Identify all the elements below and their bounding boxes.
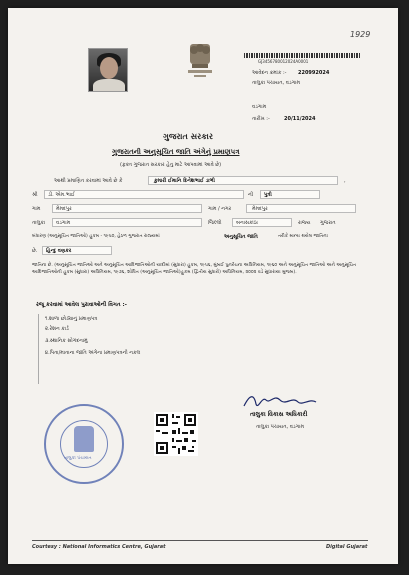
place: વડગામ	[252, 104, 267, 110]
government-title: ગુજરાત સરકાર	[163, 132, 213, 141]
footer-courtesy: Courtesy : National Informatics Centre, Gujarat	[32, 544, 166, 550]
gender-label: ની	[248, 192, 254, 198]
certificate-page	[8, 8, 398, 564]
footer-divider	[32, 540, 368, 541]
date-value: 20/11/2024	[284, 116, 316, 122]
taluka-label: તાલુકા	[32, 220, 46, 226]
village-value: મેમદપુર	[56, 206, 72, 212]
caste-label: છે.	[32, 248, 38, 254]
top-barcode	[244, 53, 360, 58]
state-value: ગુજરાત	[320, 220, 336, 226]
documents-list	[38, 314, 238, 384]
official-stamp	[44, 404, 124, 484]
signatory-designation: તાલુકા વિકાસ અધિકારી	[250, 411, 308, 418]
town-label: ગામ / નગર	[208, 206, 232, 212]
document-item: ૧.શાળા છોડ્યાનું પ્રમાણપત્ર	[45, 316, 98, 322]
father-name: ડી. એમ.ભાઈ	[48, 192, 75, 198]
name-comma: ,	[344, 178, 346, 184]
order-text: બંધારણ (અનુસૂચિત જાતિઓ) હુકમ - ૧૯૫૦, હેઠળ ગુજરાત રાજ્યમાં	[32, 234, 160, 239]
footer-digital-gujarat: Digital Gujarat	[326, 544, 368, 550]
stamp-text: તાલુકા પંચાયત	[64, 456, 92, 461]
national-emblem-icon	[184, 40, 216, 80]
certificate-title: ગુજરાતની અનુસૂચિત જાતિ અંગેનું પ્રમાણપત્ર	[112, 148, 240, 156]
document-item: ૩.સ્થાનિક સોગંદનામું	[45, 338, 88, 344]
signature	[240, 390, 320, 412]
document-item: ૨.રેશન કાર્ડ	[45, 326, 69, 332]
village-field	[52, 204, 202, 213]
date-label: તારીખ :-	[252, 116, 270, 122]
state-label: રાજ્ય	[298, 220, 311, 226]
application-no-label: આવેદન ક્રમાંક :-	[252, 70, 287, 76]
district-label: જિલ્લો	[208, 220, 222, 226]
caste-value: હિન્દુ વણકર	[46, 248, 72, 254]
barcode-number: GJ3456780012024A0001	[258, 59, 309, 64]
legal-paragraph: જાતિના છે. (અનુસૂચિત જાતિઓ અને અનુસૂચિત આદિજાતિઓની યાદીમાં (સુધારા) હુકમ, ૧૯૫૬, મુંબઈ પુનર્રચના અધિનિયમ, ૧૯૬૦ અને અનુસૂચિત જાતિઓ અને અનુસૂચિત આદિજાતિઓની હુકમ (સુધારા) અધિનિયમ, ૧૯૭૬, શોધિત (અનુસૂચિત જાતિઓ)હુકમ (દ્વિતીય સુધારો) અધિનિયમ, ૨૦૦૨ વડે સુધારાયા મુજબ).	[32, 263, 357, 275]
town-value: મેમદપુર	[252, 206, 268, 212]
certificate-subtitle: (ફક્ત ગુજરાત સરકાર હેતુ માટે આપવામાં આવે છે)	[120, 162, 222, 168]
signatory-office: તાલુકા પંચાયત, વડગામ	[256, 424, 304, 430]
father-label: શ્રી	[32, 192, 38, 198]
taluka-value: વડગામ	[56, 220, 71, 226]
documents-title: રજૂ કરવામાં આવેલ પુરાવાઓની વિગત :-	[36, 302, 127, 308]
office-top: તાલુકા પંચાયત, વડગામ	[252, 80, 300, 86]
gender-value: પુત્રી	[264, 192, 272, 198]
district-value: બનાસકાંઠા	[236, 220, 258, 226]
applicant-name: કુમારી ઈમાનિ દિનેશભાઈ ડાભી	[154, 178, 215, 184]
taluka-field	[52, 218, 202, 227]
signature-scribble-icon	[240, 390, 320, 412]
order-suffix: તરીકે માન્ય થયેલ જાતિના	[278, 234, 328, 239]
applicant-photo	[88, 48, 128, 92]
certify-label: આથી પ્રમાણિત કરવામાં આવે છે કે	[54, 178, 123, 184]
qr-code-icon	[154, 412, 198, 456]
application-no: 220992024	[298, 70, 330, 76]
corner-handwritten-number: 1929	[350, 30, 371, 39]
document-item: ૪.પિતા/માતાના જાતિ અંગેના પ્રમાણપત્રની નકલ	[45, 350, 141, 356]
village-label: ગામ	[32, 206, 41, 212]
caste-category: અનુસૂચિત જાતિ	[224, 234, 258, 240]
